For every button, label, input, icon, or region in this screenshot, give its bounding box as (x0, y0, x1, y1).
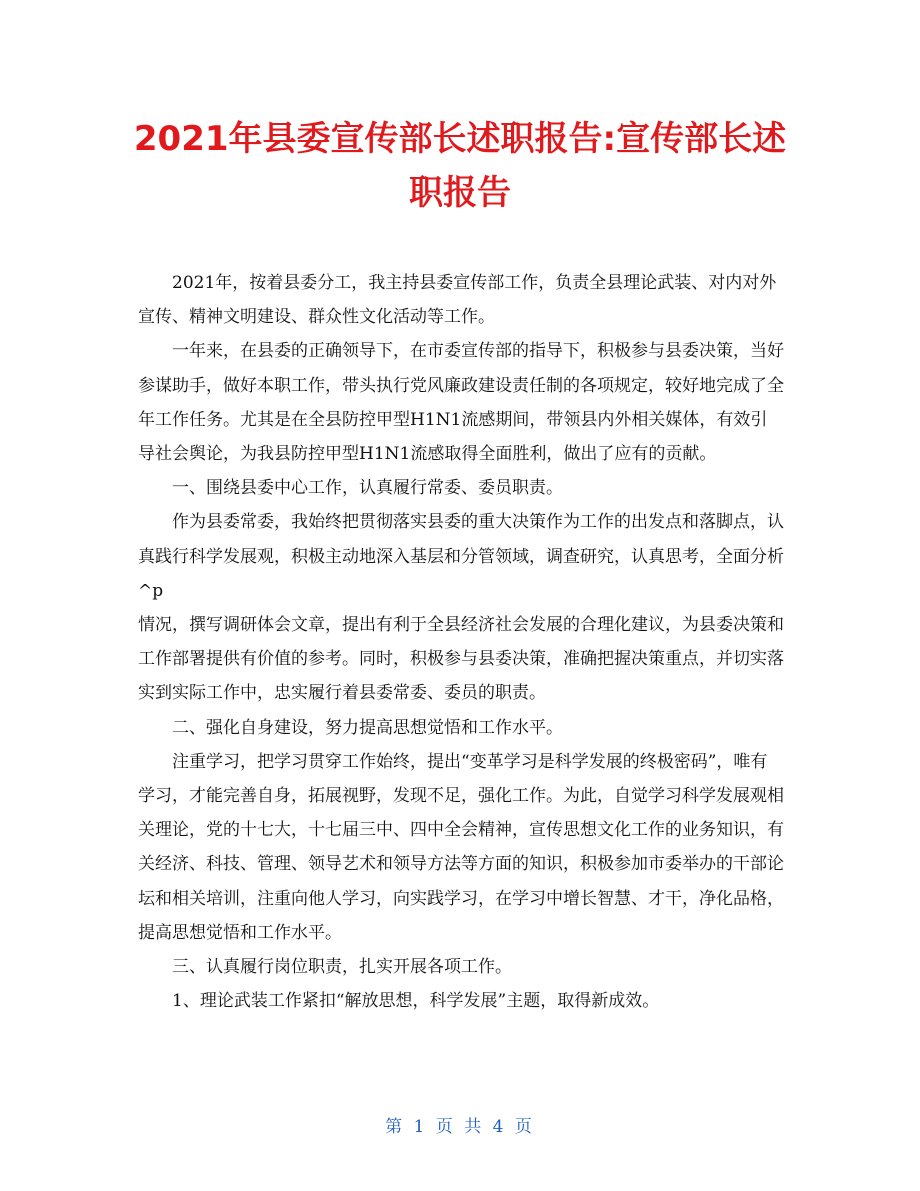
paragraph-intro: 2021年，按着县委分工，我主持县委宣传部工作，负责全县理论武装、对内对外宣传、精神文明建设、群众性文化活动等工作。 (138, 273, 777, 328)
subsection-heading-1: 1、理论武装工作紧扣“解放思想，科学发展”主题，取得新成效。 (172, 991, 660, 1012)
document-body (138, 266, 784, 1018)
document-title: 2021年县委宣传部长述职报告:宣传部长述职报告 (133, 119, 787, 213)
page-number-footer: 第 1 页 共 4 页 (385, 1117, 535, 1137)
paragraph-section-1a: 作为县委常委，我始终把贯彻落实县委的重大决策作为工作的出发点和落脚点，认真践行科学发展观，积极主动地深入基层和分管领域，调查研究，认真思考，全面分析^p (138, 512, 784, 601)
paragraph-section-2: 注重学习，把学习贯穿工作始终，提出“变革学习是科学发展的终极密码”，唯有学习，才能完善自身，拓展视野，发现不足，强化工作。为此，自觉学习科学发展观相关理论，党的十七大，十七届三中、四中全会精神，宣传思想文化工作的业务知识，有关经济、科技、管理、领导艺术和领导方法等方面的知识，积极参加市委举办的干部论坛和相关培训，注重向他人学习，向实践学习，在学习中增长智慧、才干，净化品格，提高思想觉悟和工作水平。 (138, 751, 784, 943)
section-heading-1: 一、围绕县委中心工作，认真履行常委、委员职责。 (172, 478, 563, 499)
paragraph-overview: 一年来，在县委的正确领导下，在市委宣传部的指导下，积极参与县委决策，当好参谋助手，做好本职工作，带头执行党风廉政建设责任制的各项规定，较好地完成了全年工作任务。尤其是在全县防控甲型H1N1流感期间，带领县内外相关媒体，有效引导社会舆论，为我县防控甲型H1N1流感取得全面胜利，做出了应有的贡献。 (138, 341, 784, 465)
section-heading-2: 二、强化自身建设，努力提高思想觉悟和工作水平。 (172, 717, 563, 738)
section-heading-3: 三、认真履行岗位职责，扎实开展各项工作。 (172, 957, 512, 978)
paragraph-section-1b: 情况，撰写调研体会文章，提出有利于全县经济社会发展的合理化建议，为县委决策和工作部署提供有价值的参考。同时，积极参与县委决策，准确把握决策重点，并切实落实到实际工作中，忠实履行着县委常委、委员的职责。 (138, 615, 784, 704)
